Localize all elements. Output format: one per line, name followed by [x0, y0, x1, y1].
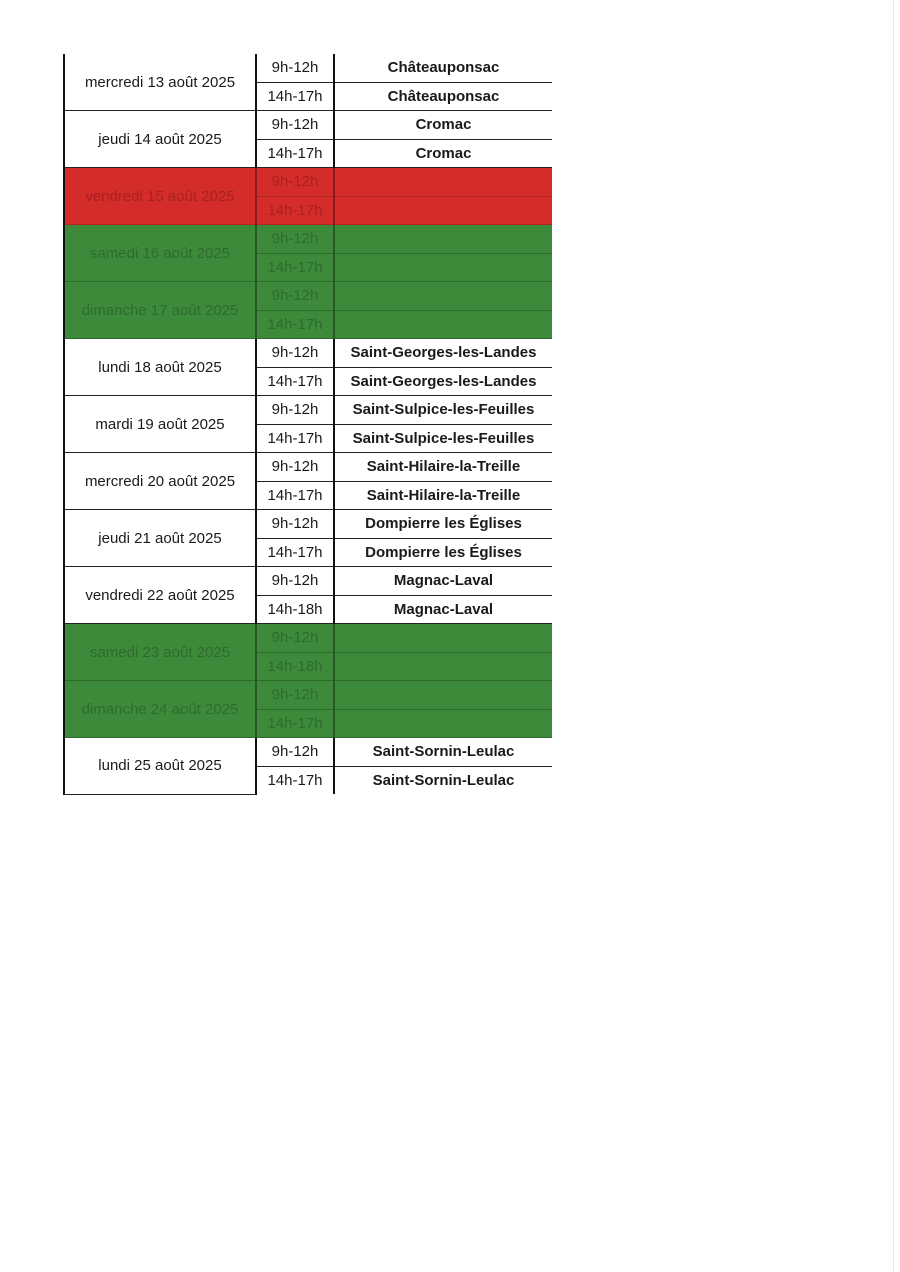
date-cell: mercredi 20 août 2025 — [64, 453, 256, 510]
time-slot-cell: 9h-12h — [256, 339, 334, 368]
date-cell: mardi 19 août 2025 — [64, 396, 256, 453]
schedule-slot-row — [64, 624, 552, 653]
schedule-slot-row — [64, 282, 552, 311]
time-slot-cell: 9h-12h — [256, 168, 334, 197]
time-slot-cell: 9h-12h — [256, 225, 334, 254]
location-cell: Magnac-Laval — [334, 567, 552, 596]
schedule-slot-row — [64, 567, 552, 596]
location-cell — [334, 282, 552, 311]
date-cell: vendredi 22 août 2025 — [64, 567, 256, 624]
location-cell — [334, 310, 552, 339]
location-cell — [334, 225, 552, 254]
time-slot-cell: 14h-17h — [256, 139, 334, 168]
schedule-slot-row — [64, 453, 552, 482]
time-slot-cell: 9h-12h — [256, 681, 334, 710]
date-cell: dimanche 24 août 2025 — [64, 681, 256, 738]
schedule-slot-row — [64, 168, 552, 197]
location-cell: Châteauponsac — [334, 82, 552, 111]
time-slot-cell: 9h-12h — [256, 624, 334, 653]
schedule-slot-row — [64, 681, 552, 710]
location-cell: Saint-Hilaire-la-Treille — [334, 481, 552, 510]
schedule-slot-row — [64, 54, 552, 82]
time-slot-cell: 14h-18h — [256, 652, 334, 681]
schedule-body — [64, 54, 552, 794]
location-cell: Saint-Georges-les-Landes — [334, 367, 552, 396]
time-slot-cell: 14h-17h — [256, 82, 334, 111]
location-cell: Saint-Georges-les-Landes — [334, 339, 552, 368]
date-cell: mercredi 13 août 2025 — [64, 54, 256, 111]
date-cell: jeudi 14 août 2025 — [64, 111, 256, 168]
time-slot-cell: 14h-17h — [256, 196, 334, 225]
time-slot-cell: 14h-17h — [256, 367, 334, 396]
location-cell: Saint-Sornin-Leulac — [334, 738, 552, 767]
schedule-slot-row — [64, 510, 552, 539]
time-slot-cell: 14h-17h — [256, 253, 334, 282]
location-cell: Châteauponsac — [334, 54, 552, 82]
time-slot-cell: 9h-12h — [256, 111, 334, 140]
location-cell — [334, 652, 552, 681]
location-cell: Dompierre les Églises — [334, 538, 552, 567]
time-slot-cell: 9h-12h — [256, 567, 334, 596]
time-slot-cell: 14h-17h — [256, 709, 334, 738]
date-cell: samedi 23 août 2025 — [64, 624, 256, 681]
page-edge — [893, 0, 894, 1272]
location-cell: Saint-Sulpice-les-Feuilles — [334, 396, 552, 425]
location-cell: Saint-Hilaire-la-Treille — [334, 453, 552, 482]
location-cell: Cromac — [334, 111, 552, 140]
location-cell: Saint-Sulpice-les-Feuilles — [334, 424, 552, 453]
time-slot-cell: 14h-17h — [256, 538, 334, 567]
location-cell — [334, 681, 552, 710]
time-slot-cell: 14h-17h — [256, 766, 334, 794]
time-slot-cell: 9h-12h — [256, 738, 334, 767]
schedule-table — [63, 54, 552, 795]
time-slot-cell: 14h-17h — [256, 481, 334, 510]
location-cell: Magnac-Laval — [334, 595, 552, 624]
location-cell — [334, 253, 552, 282]
date-cell: lundi 25 août 2025 — [64, 738, 256, 795]
location-cell: Saint-Sornin-Leulac — [372, 771, 515, 789]
time-slot-cell: 14h-17h — [256, 424, 334, 453]
date-cell: lundi 18 août 2025 — [64, 339, 256, 396]
location-cell: Dompierre les Églises — [334, 510, 552, 539]
location-cell — [334, 624, 552, 653]
time-slot-cell: 9h-12h — [256, 396, 334, 425]
time-slot-cell: 9h-12h — [256, 453, 334, 482]
time-slot-cell: 9h-12h — [256, 54, 334, 82]
location-cell — [334, 168, 552, 197]
time-slot-cell: 14h-17h — [256, 310, 334, 339]
location-cell — [334, 196, 552, 225]
schedule-slot-row — [64, 225, 552, 254]
schedule-slot-row — [64, 396, 552, 425]
time-slot-cell: 9h-12h — [256, 510, 334, 539]
schedule-slot-row — [64, 111, 552, 140]
date-cell: vendredi 15 août 2025 — [64, 168, 256, 225]
time-slot-cell: 9h-12h — [256, 282, 334, 311]
time-slot-cell: 14h-18h — [256, 595, 334, 624]
schedule-slot-row — [64, 339, 552, 368]
location-cell — [334, 709, 552, 738]
date-cell: samedi 16 août 2025 — [64, 225, 256, 282]
date-cell: jeudi 21 août 2025 — [64, 510, 256, 567]
date-cell: dimanche 17 août 2025 — [64, 282, 256, 339]
schedule-slot-row — [64, 738, 552, 767]
location-cell: Cromac — [334, 139, 552, 168]
